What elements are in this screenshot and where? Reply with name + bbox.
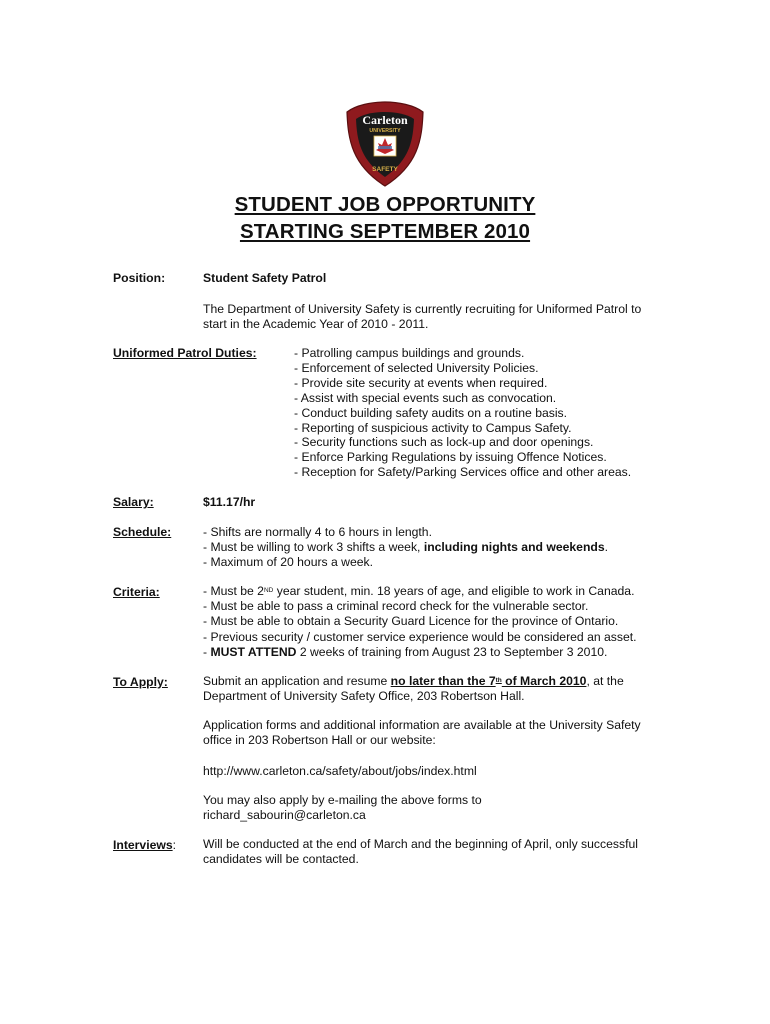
duty-item: - Patrolling campus buildings and grounds. xyxy=(294,346,525,360)
position-desc-line-1: The Department of University Safety is currently recruiting for Uniformed Patrol to xyxy=(203,302,642,316)
schedule-label: Schedule: xyxy=(113,525,172,539)
svg-text:UNIVERSITY: UNIVERSITY xyxy=(369,128,401,134)
criteria-details xyxy=(203,584,637,660)
svg-text:Carleton: Carleton xyxy=(362,113,408,127)
duty-item: - Conduct building safety audits on a routine basis. xyxy=(294,405,568,420)
interviews-line-2: candidates will be contacted. xyxy=(203,852,359,867)
apply-p1-line-1: Submit an application and resume no later than the 7th of March 2010, at the xyxy=(203,674,624,688)
apply-paragraph-2 xyxy=(203,718,641,748)
schedule-line-2: - Must be willing to work 3 shifts a week, including nights and weekends. xyxy=(203,540,609,555)
salary-label: Salary: xyxy=(113,495,154,509)
apply-email[interactable]: richard_sabourin@carleton.ca xyxy=(203,808,366,823)
criteria-line-1: - Must be 2ND year student, min. 18 years of age, and eligible to work in Canada. xyxy=(203,584,635,598)
apply-p1-line-2: Department of University Safety Office, 203 Robertson Hall. xyxy=(203,689,525,704)
criteria-label: Criteria: xyxy=(113,585,160,599)
duty-item: - Enforcement of selected University Policies. xyxy=(294,360,539,375)
apply-p4-line-1: You may also apply by e-mailing the above forms to xyxy=(203,793,482,807)
title-line-2: STARTING SEPTEMBER 2010 xyxy=(239,220,531,243)
apply-paragraph-4 xyxy=(203,793,482,823)
criteria-line-2: - Must be able to pass a criminal record check for the vulnerable sector. xyxy=(203,599,589,614)
schedule-line-1: - Shifts are normally 4 to 6 hours in length. xyxy=(203,525,432,539)
duty-item: - Reception for Safety/Parking Services office and other areas. xyxy=(294,465,632,480)
apply-website-url[interactable]: http://www.carleton.ca/safety/about/jobs/index.html xyxy=(203,764,477,778)
position-description xyxy=(203,302,641,332)
carleton-safety-logo xyxy=(344,100,426,188)
duty-item: - Security functions such as lock-up and door openings. xyxy=(294,435,594,450)
duty-item: - Enforce Parking Regulations by issuing Offence Notices. xyxy=(294,450,607,465)
interviews-label: Interviews: xyxy=(113,838,177,852)
criteria-line-3: - Must be able to obtain a Security Guard Licence for the province of Ontario. xyxy=(203,614,619,629)
criteria-line-5: - MUST ATTEND 2 weeks of training from August 23 to September 3 2010. xyxy=(203,644,608,659)
duty-item: - Provide site security at events when required. xyxy=(294,375,548,390)
position-value: Student Safety Patrol xyxy=(203,271,327,285)
apply-label: To Apply: xyxy=(113,675,168,689)
title-line-1: STUDENT JOB OPPORTUNITY xyxy=(234,193,536,216)
position-desc-line-2: start in the Academic Year of 2010 - 2011. xyxy=(203,317,429,332)
duties-label: Uniformed Patrol Duties: xyxy=(113,346,257,360)
schedule-details xyxy=(203,525,608,571)
duties-list xyxy=(294,346,631,480)
position-label: Position: xyxy=(113,271,166,285)
apply-p2-line-1: Application forms and additional information are available at the University Safety xyxy=(203,718,641,732)
schedule-line-3: - Maximum of 20 hours a week. xyxy=(203,555,374,570)
duty-item: - Assist with special events such as convocation. xyxy=(294,390,557,405)
interviews-details xyxy=(203,837,638,867)
interviews-line-1: Will be conducted at the end of March and the beginning of April, only successful xyxy=(203,837,638,851)
svg-text:SAFETY: SAFETY xyxy=(372,166,398,173)
apply-p2-line-2: office in 203 Robertson Hall or our website: xyxy=(203,733,436,748)
duty-item: - Reporting of suspicious activity to Campus Safety. xyxy=(294,420,572,435)
criteria-line-4: - Previous security / customer service experience would be considered an asset. xyxy=(203,629,637,644)
apply-paragraph-1 xyxy=(203,674,624,704)
salary-value: $11.17/hr xyxy=(203,495,256,509)
